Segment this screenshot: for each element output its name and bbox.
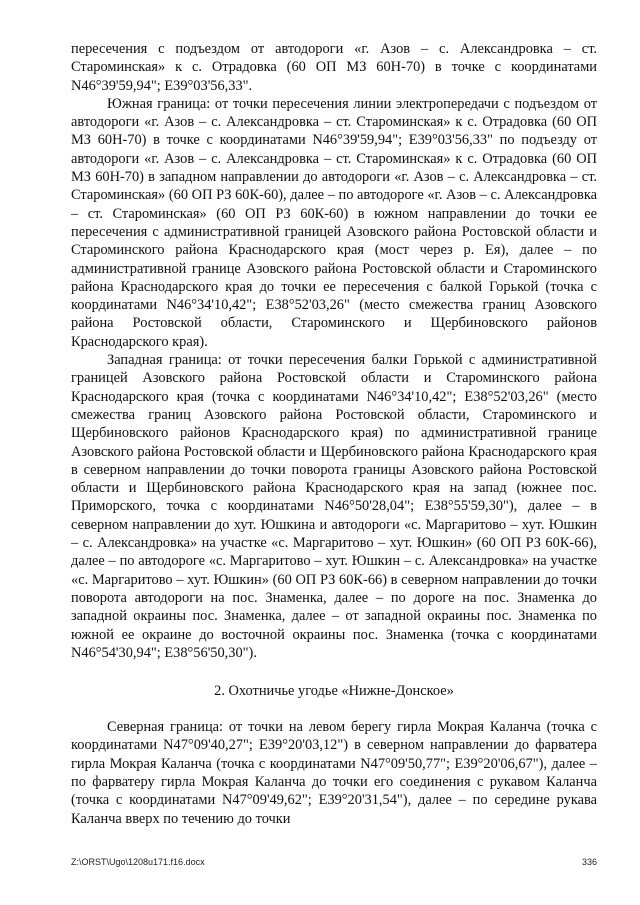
paragraph-continuation: пересечения с подъездом от автодороги «г. Азов – с. Александровка – ст. Староминская» к с. Отрадовка (60 ОП МЗ 60Н-70) в точке с координатами N46°39'59,94"; Е39°03'56,33".	[71, 41, 597, 94]
footer-page-number: 336	[581, 857, 597, 867]
section-heading: 2. Охотничье угодье «Нижне-Донское»	[214, 683, 454, 700]
paragraph-south-border: Южная граница: от точки пересечения линии электропередачи с подъездом от автодороги «г. Азов – с. Александровка – ст. Староминская» к с. Отрадовка (60 ОП МЗ 60Н-70) в точке с координатами N46°39'59,94"; Е39°03'56,33" по подъезду от автодороги «г. Азов – с. Александровка – ст. Староминская» к с. Отрадовка (60 ОП МЗ 60Н-70) в западном направлении до автодороги «г. Азов – с. Александровка – ст. Староминская» (60 ОП РЗ 60К-60), далее – по автодороге «г. Азов – с. Александровка – ст. Староминская» (60 ОП РЗ 60К-60) в южном направлении до точки ее пересечения с административной границей Азовского района Ростовской области и Староминского района Краснодарского края (мост через р. Ея), далее – по административной границе Азовского района Ростовской области и Староминского района Краснодарского края до точки ее пересечения с балкой Горькой (точка с координатами N46°34'10,42"; Е38°52'03,26" (место смежества границ Азовского района Ростовской области, Староминского и Щербиновского районов Краснодарского края).	[71, 95, 597, 350]
document-body	[71, 40, 597, 828]
footer-file-path: Z:\ORST\Ugo\1208u171.f16.docx	[71, 857, 205, 867]
paragraph-north-border: Северная граница: от точки на левом берегу гирла Мокрая Каланча (точка с координатами N47°09'40,27"; Е39°20'03,12") в северном направлении до фарватера гирла Мокрая Каланча (точка с координатами N47°09'50,77"; Е39°20'06,67"), далее – по фарватеру гирла Мокрая Каланча до точки его соединения с рукавом Каланча (точка с координатами N47°09'49,62"; Е39°20'31,54"), далее – по середине рукава Каланча вверх по течению до точки	[71, 719, 597, 827]
paragraph-west-border: Западная граница: от точки пересечения балки Горькой с административной границей Азовского района Ростовской области и Староминского района Краснодарского края (точка с координатами N46°34'10,42"; Е38°52'03,26" (место смежества границ Азовского района Ростовской области, Староминского и Щербиновского районов Краснодарского края) по административной границе Азовского района Ростовской области и Щербиновского района Краснодарского края в северном направлении до точки поворота границы Азовского района Ростовской области и Щербиновского района Краснодарского края на запад (южнее пос. Приморского, точка с координатами N46°50'28,04"; Е38°55'59,30"), далее – в северном направлении до хут. Юшкина и автодороги «с. Маргаритово – хут. Юшкин – с. Александровка» на участке «с. Маргаритово – хут. Юшкин» (60 ОП РЗ 60К-66), далее – по автодороге «с. Маргаритово – хут. Юшкин – с. Александровка» на участке «с. Маргаритово – хут. Юшкин» (60 ОП РЗ 60К-66) в северном направлении до точки поворота автодороги на пос. Знаменка, далее – по дороге на пос. Знаменка до западной окраины пос. Знаменка, далее – от западной окраины пос. Знаменка по южной ее окраине до восточной окраины пос. Знаменка (точка с координатами N46°54'30,94"; Е38°56'50,30").	[71, 352, 597, 661]
